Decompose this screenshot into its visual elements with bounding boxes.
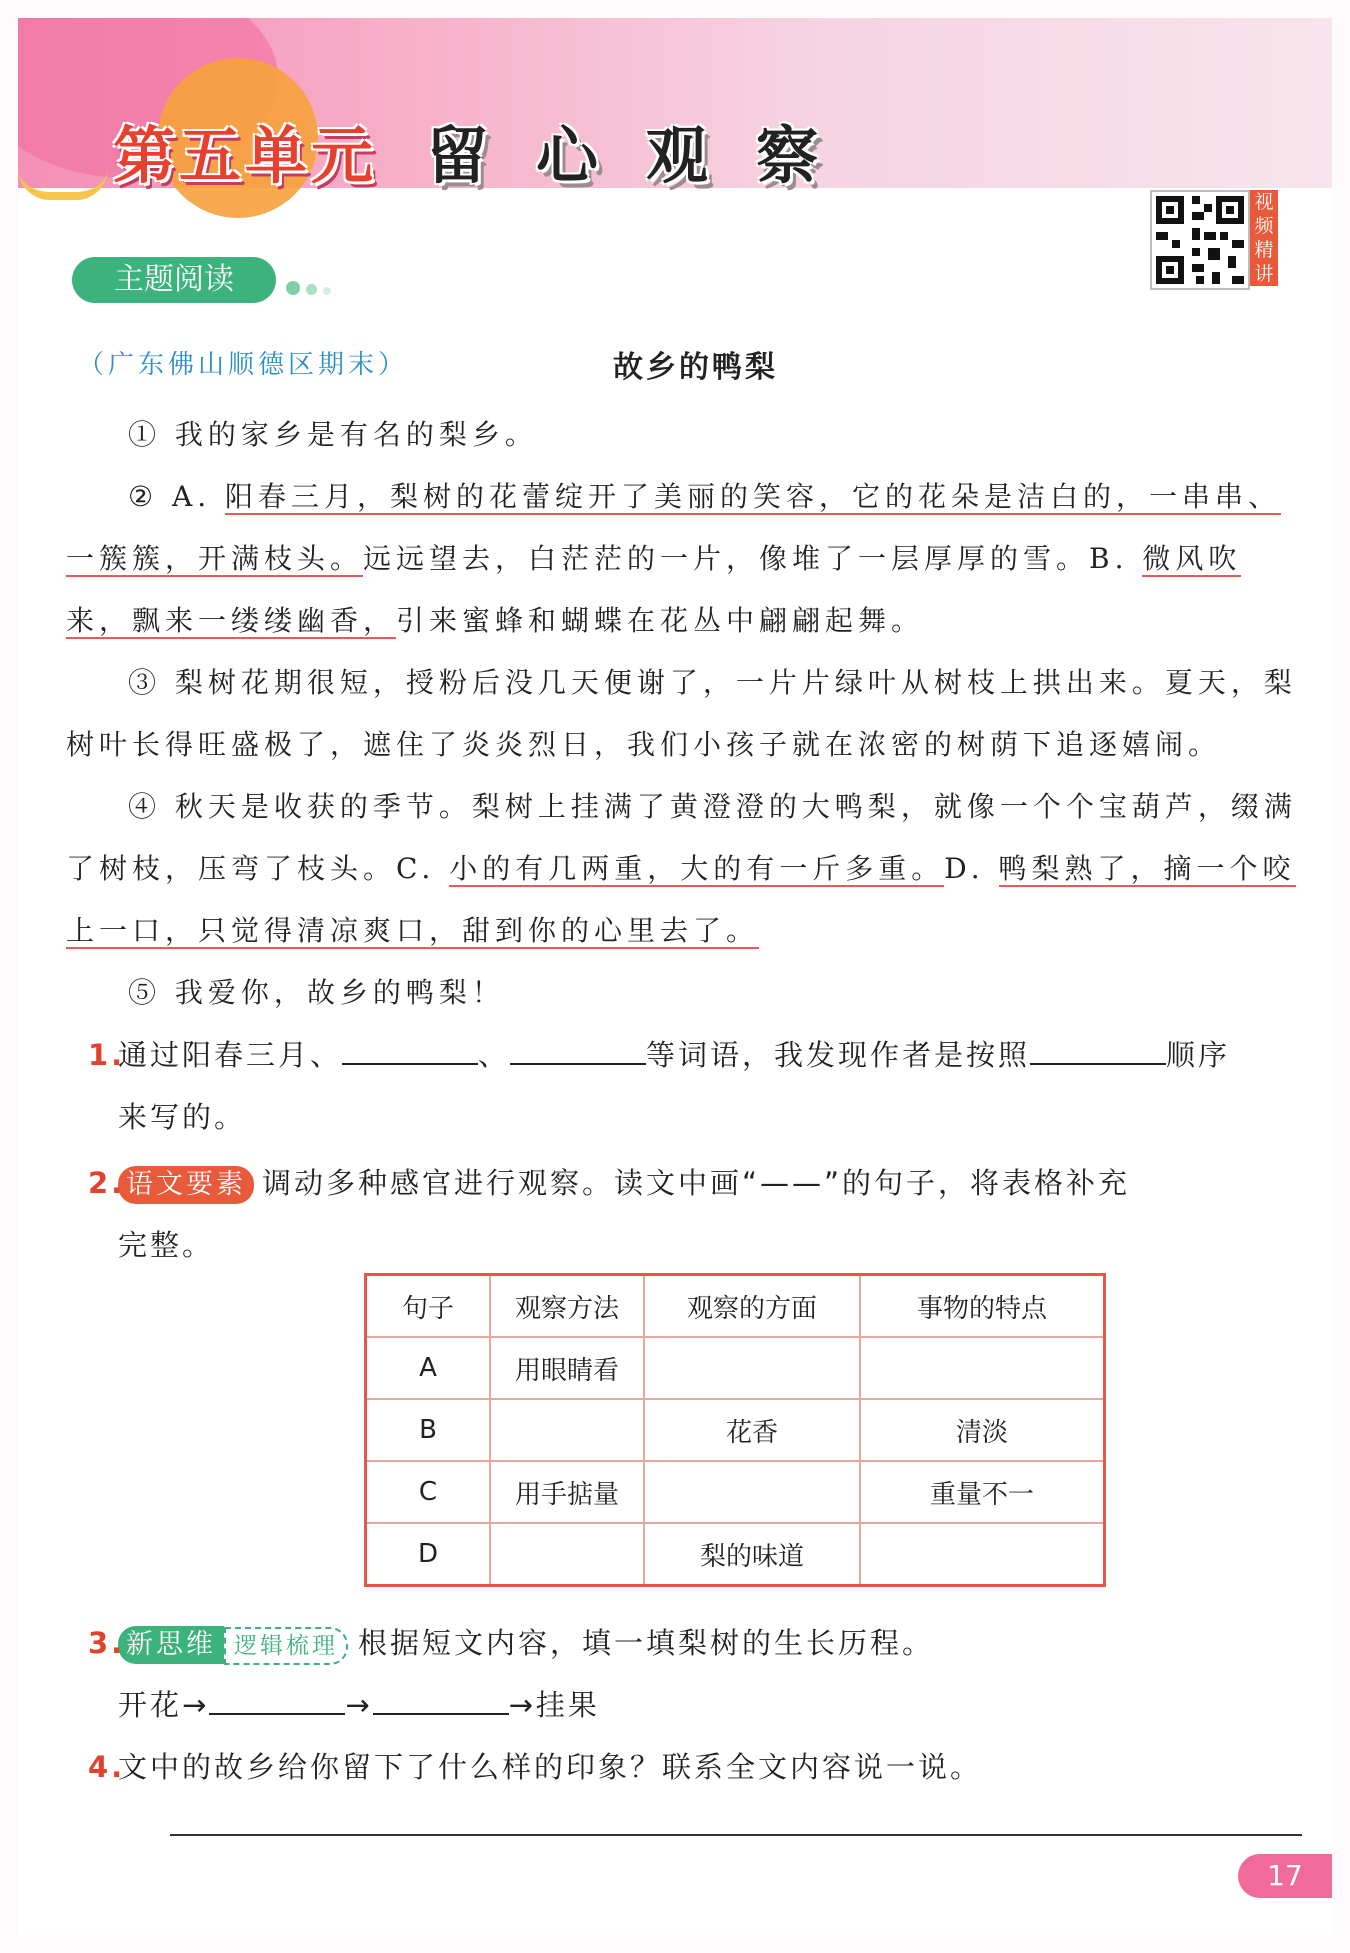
question-3-end: →挂果: [508, 1688, 600, 1722]
table-cell-blank[interactable]: [860, 1523, 1105, 1586]
question-2-text-2: 完整。: [118, 1228, 215, 1262]
paragraph-4-marker-d: D.: [944, 852, 999, 885]
badge-dots-decoration: [286, 280, 337, 299]
question-4-number: 4.: [88, 1750, 126, 1784]
paragraph-4: [66, 776, 1302, 962]
unit-title: 第五单元: [113, 119, 378, 192]
question-1-text-4: 来写的。: [118, 1100, 247, 1134]
table-cell: D: [366, 1523, 491, 1586]
banner-decoration-curve: [18, 168, 108, 200]
table-row: [366, 1461, 1105, 1523]
paragraph-5-text: ⑤ 我爱你，故乡的鸭梨！: [128, 976, 505, 1009]
paragraph-2-marker-a: ② A.: [128, 480, 226, 513]
qr-label: 视频精讲: [1250, 190, 1278, 286]
paragraph-5: [66, 962, 1302, 1024]
table-cell: 用手掂量: [490, 1461, 644, 1523]
question-1-blank-1[interactable]: [342, 1035, 478, 1065]
table-cell-blank[interactable]: [860, 1337, 1105, 1399]
question-1-number: 1.: [88, 1038, 126, 1072]
article-title: 故乡的鸭梨: [613, 350, 778, 385]
question-3-text: 根据短文内容，填一填梨树的生长历程。: [358, 1626, 935, 1660]
table-header-cell: 观察的方面: [644, 1275, 860, 1338]
table-row: [366, 1399, 1105, 1461]
table-cell-blank[interactable]: [644, 1337, 860, 1399]
sentence-a-underlined: 阳春三月，梨树的花蕾绽开了美丽的笑容，它的花朵是洁白的，一串串、一簇簇，开满枝头。: [66, 480, 1282, 575]
question-3-blank-1[interactable]: [209, 1685, 345, 1715]
question-3-start: 开花→: [118, 1688, 210, 1722]
table-cell: 清淡: [860, 1399, 1105, 1461]
question-2-number: 2.: [88, 1166, 126, 1200]
paragraph-2-text: 远远望去，白茫茫的一片，像堆了一层厚厚的雪。B.: [363, 542, 1143, 575]
table-cell: 梨的味道: [644, 1523, 860, 1586]
paragraph-4-text: ④ 秋天是收获的季节。梨树上挂满了黄澄澄的大鸭梨，就像一个个宝葫芦，缀满了树枝，压弯了枝头。C.: [66, 790, 1297, 885]
table-header-cell: 句子: [366, 1275, 491, 1338]
table-cell: C: [366, 1461, 491, 1523]
table-cell: 重量不一: [860, 1461, 1105, 1523]
table-header-row: [366, 1275, 1105, 1338]
table-cell: A: [366, 1337, 491, 1399]
paragraph-2-text-end: 引来蜜蜂和蝴蝶在花丛中翩翩起舞。: [396, 604, 925, 637]
table-row: [366, 1523, 1105, 1586]
question-3-tag-2: 逻辑梳理: [224, 1627, 348, 1665]
table-cell-blank[interactable]: [490, 1523, 644, 1586]
page-number: 17: [1238, 1854, 1332, 1898]
table-cell: B: [366, 1399, 491, 1461]
table-cell: 用眼睛看: [490, 1337, 644, 1399]
paragraph-3-text: ③ 梨树花期很短，授粉后没几天便谢了，一片片绿叶从树枝上拱出来。夏天，梨树叶长得旺盛极了，遮住了炎炎烈日，我们小孩子就在浓密的树荫下追逐嬉闹。: [66, 666, 1297, 761]
unit-theme: 留心观察: [426, 119, 867, 192]
table-cell-blank[interactable]: [490, 1399, 644, 1461]
table-header-cell: 观察方法: [490, 1275, 644, 1338]
paragraph-1-text: ① 我的家乡是有名的梨乡。: [128, 418, 538, 451]
question-1-text-2: 等词语，我发现作者是按照: [646, 1038, 1031, 1072]
table-row: [366, 1337, 1105, 1399]
question-1-blank-2[interactable]: [510, 1035, 646, 1065]
question-3-tag: 新思维: [118, 1626, 224, 1664]
question-1-text-3: 顺序: [1166, 1038, 1231, 1072]
question-3-blank-2[interactable]: [373, 1685, 509, 1715]
paragraph-1: [66, 404, 1302, 466]
table-header-cell: 事物的特点: [860, 1275, 1105, 1338]
question-2-text: 调动多种感官进行观察。读文中画“——”的句子，将表格补充: [262, 1166, 1131, 1200]
sentence-b-underlined: 微风吹来，飘来一缕缕幽香，: [66, 542, 1242, 637]
question-4: [88, 1736, 1308, 1798]
paragraph-2: [66, 466, 1302, 652]
sentence-c-underlined: 小的有几两重，大的有一斤多重。: [449, 852, 945, 885]
paragraph-3: [66, 652, 1302, 776]
qr-code-icon[interactable]: [1150, 190, 1250, 290]
question-3: [88, 1612, 1308, 1736]
question-1-blank-3[interactable]: [1030, 1035, 1166, 1065]
question-3-arrow: →: [345, 1688, 373, 1722]
question-1-text: 通过阳春三月、: [118, 1038, 343, 1072]
qr-code-graphic: [1152, 192, 1248, 288]
sentence-d-underlined: 鸭梨熟了，摘一个咬上一口，只觉得清凉爽口，甜到你的心里去了。: [66, 852, 1296, 947]
question-2: [88, 1152, 1308, 1276]
section-badge: 主题阅读: [72, 257, 276, 303]
question-2-tag: 语文要素: [118, 1166, 254, 1204]
article-source: （广东佛山顺德区期末）: [78, 350, 409, 380]
question-1-separator: 、: [478, 1038, 511, 1072]
question-1: [88, 1024, 1308, 1148]
observation-table: [364, 1273, 1106, 1587]
question-4-text: 文中的故乡给你留下了什么样的印象？联系全文内容说一说。: [118, 1750, 983, 1784]
table-cell: 花香: [644, 1399, 860, 1461]
question-4-answer-line[interactable]: [170, 1834, 1302, 1836]
table-cell-blank[interactable]: [644, 1461, 860, 1523]
workbook-page: [18, 18, 1332, 1935]
question-3-number: 3.: [88, 1626, 126, 1660]
